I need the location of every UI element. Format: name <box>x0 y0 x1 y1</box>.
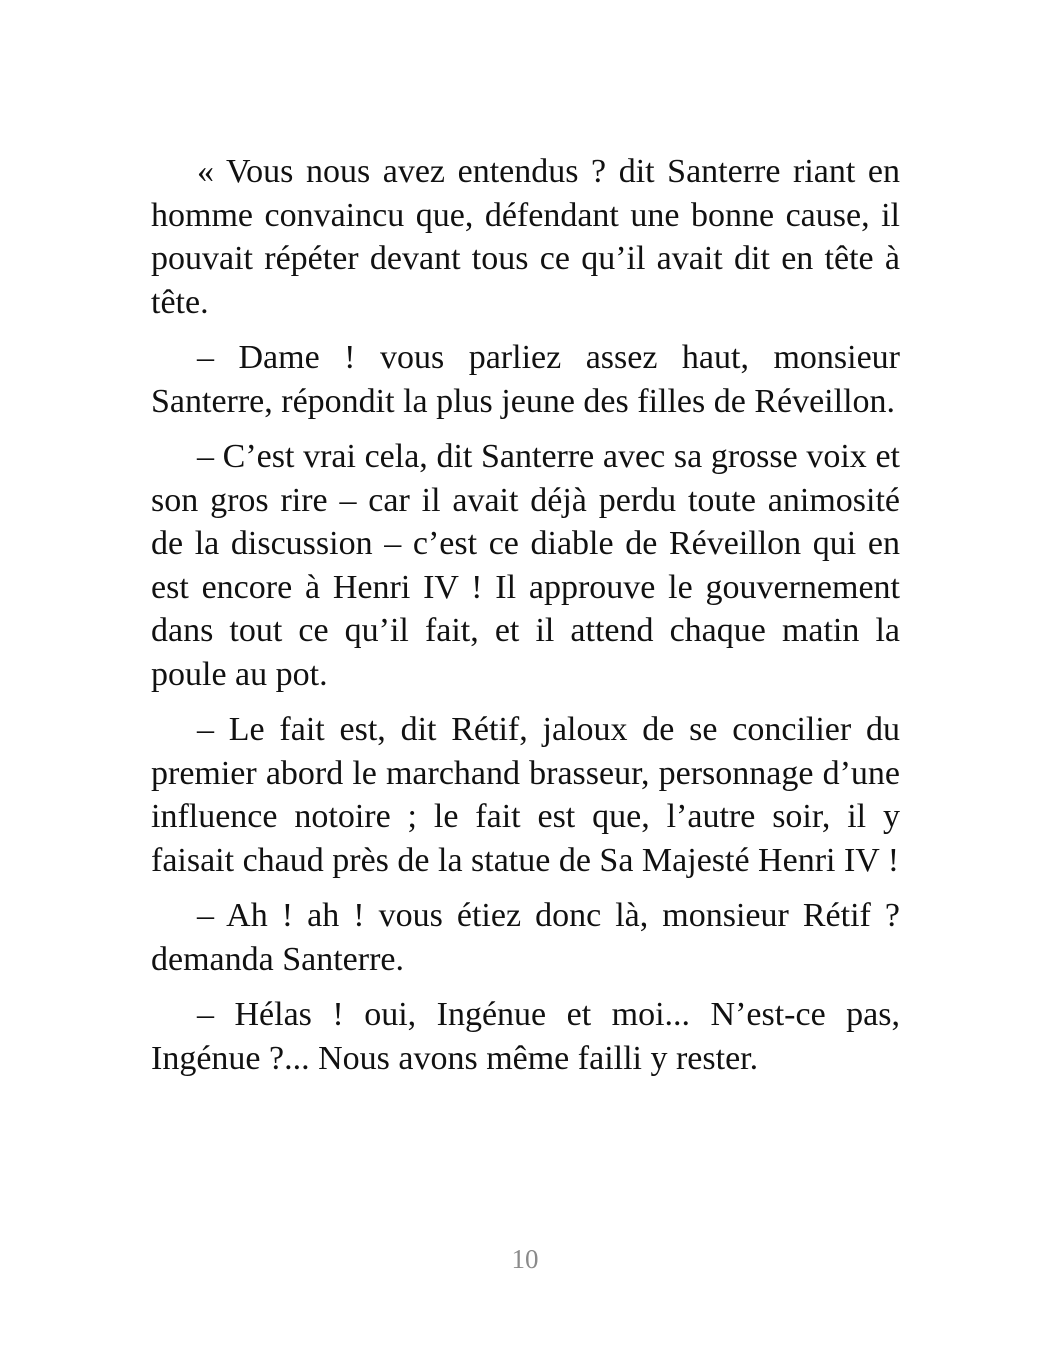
page-body <box>151 150 900 1092</box>
paragraph: – Le fait est, dit Rétif, jaloux de se concilier du premier abord le marchand brasseur, personnage d’une influence notoire ; le fait est que, l’autre soir, il y faisait chaud près de la statue de Sa Majesté Henri IV ! <box>151 711 900 879</box>
paragraph: – Dame ! vous parliez assez haut, monsieur Santerre, répondit la plus jeune des filles de Réveillon. <box>151 339 900 420</box>
paragraph: – Hélas ! oui, Ingénue et moi... N’est-ce pas, Ingénue ?... Nous avons même failli y rester. <box>151 996 900 1077</box>
paragraph: – Ah ! ah ! vous étiez donc là, monsieur Rétif ? demanda Santerre. <box>151 897 900 978</box>
paragraph: – C’est vrai cela, dit Santerre avec sa grosse voix et son gros rire – car il avait déjà perdu toute animosité de la discussion – c’est ce diable de Réveillon qui en est encore à Henri IV ! Il approuve le gouvernement dans tout ce qu’il fait, et il attend chaque matin la poule au pot. <box>151 438 900 693</box>
page-number: 10 <box>511 1244 539 1274</box>
paragraph: « Vous nous avez entendus ? dit Santerre riant en homme convaincu que, défendant une bonne cause, il pouvait répéter devant tous ce qu’il avait dit en tête à tête. <box>151 153 900 321</box>
